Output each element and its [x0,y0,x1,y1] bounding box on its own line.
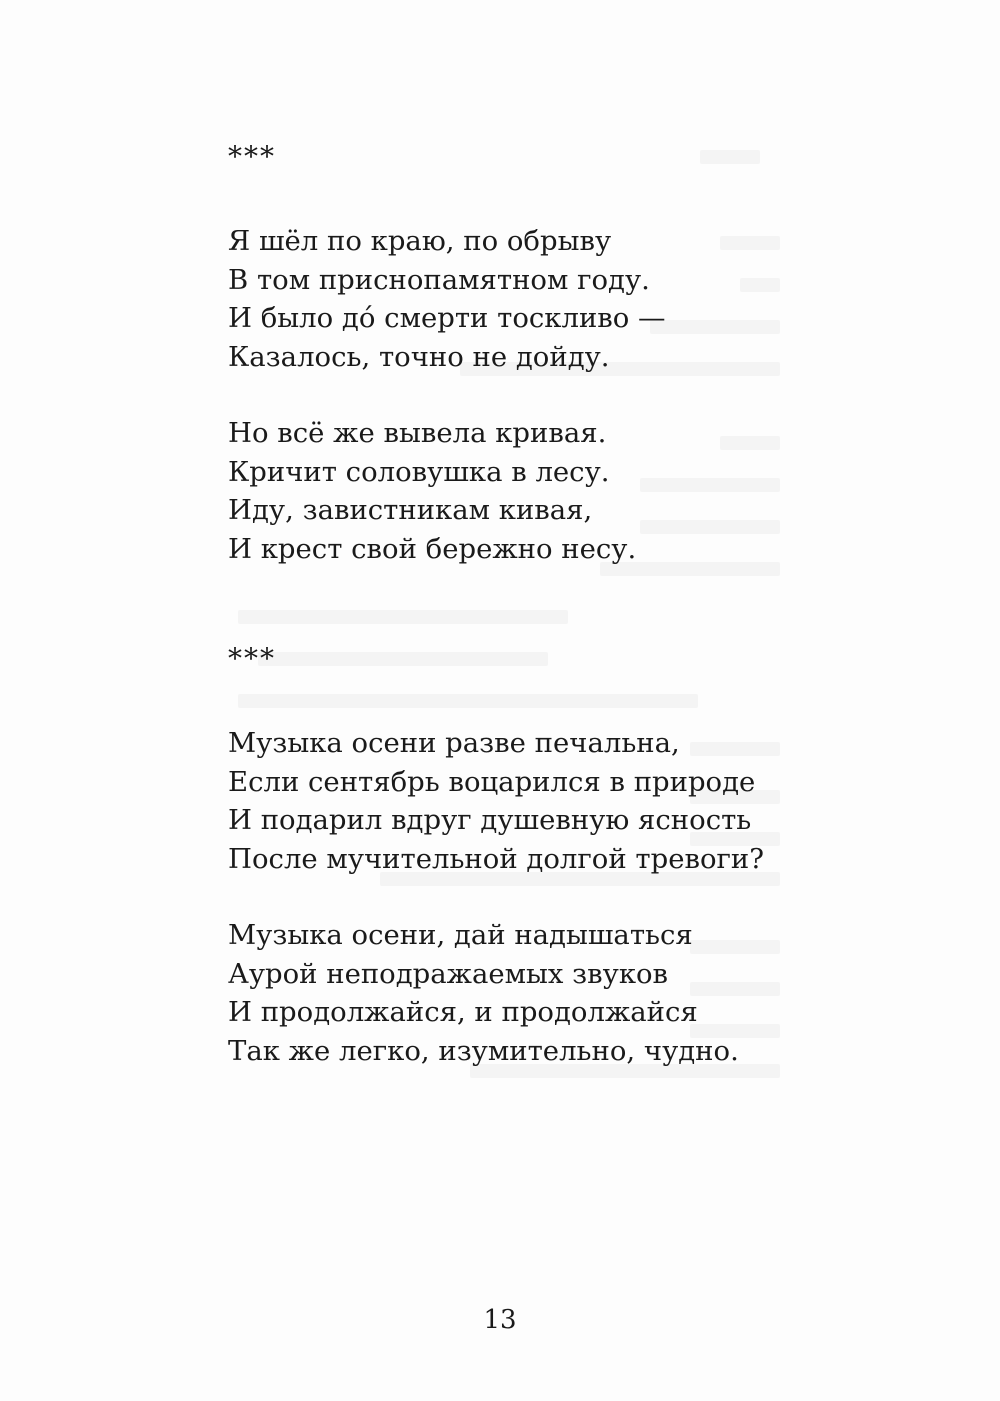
poem-line: Но всё же вывела кривая. [228,417,607,449]
poem-line: Музыка осени разве печальна, [228,727,680,759]
poem-separator: *** [228,140,276,173]
page-number: 13 [483,1305,517,1335]
poem-line: И продолжайся, и продолжайся [228,996,698,1028]
stanza [228,724,764,878]
poem-2 [228,642,764,1070]
poem-line: Кричит соловушка в лесу. [228,455,610,488]
poem-line: В том приснопамятном году. [228,263,650,296]
poem-line: Аурой неподражаемых звуков [228,957,669,990]
poem-line: Музыка осени, дай надышаться [228,919,693,951]
poem-line: И было дó смерти тоскливо — [228,302,666,334]
poem-line: И крест свой бережно несу. [228,532,637,565]
poem-line: Так же легко, изумительно, чудно. [228,1034,739,1067]
poem-line: После мучительной долгой тревоги? [228,842,764,875]
poem-separator: *** [228,642,276,675]
poem-line: Если сентябрь воцарился в природе [228,765,756,798]
stanza [228,414,666,568]
stanza [228,916,764,1070]
poem-1 [228,140,666,568]
poem-line: Иду, завистникам кивая, [228,494,593,526]
poem-line: Я шёл по краю, по обрыву [228,225,612,257]
stanza [228,222,666,376]
poem-line: И подарил вдруг душевную ясность [228,804,752,836]
poem-line: Казалось, точно не дойду. [228,340,610,373]
